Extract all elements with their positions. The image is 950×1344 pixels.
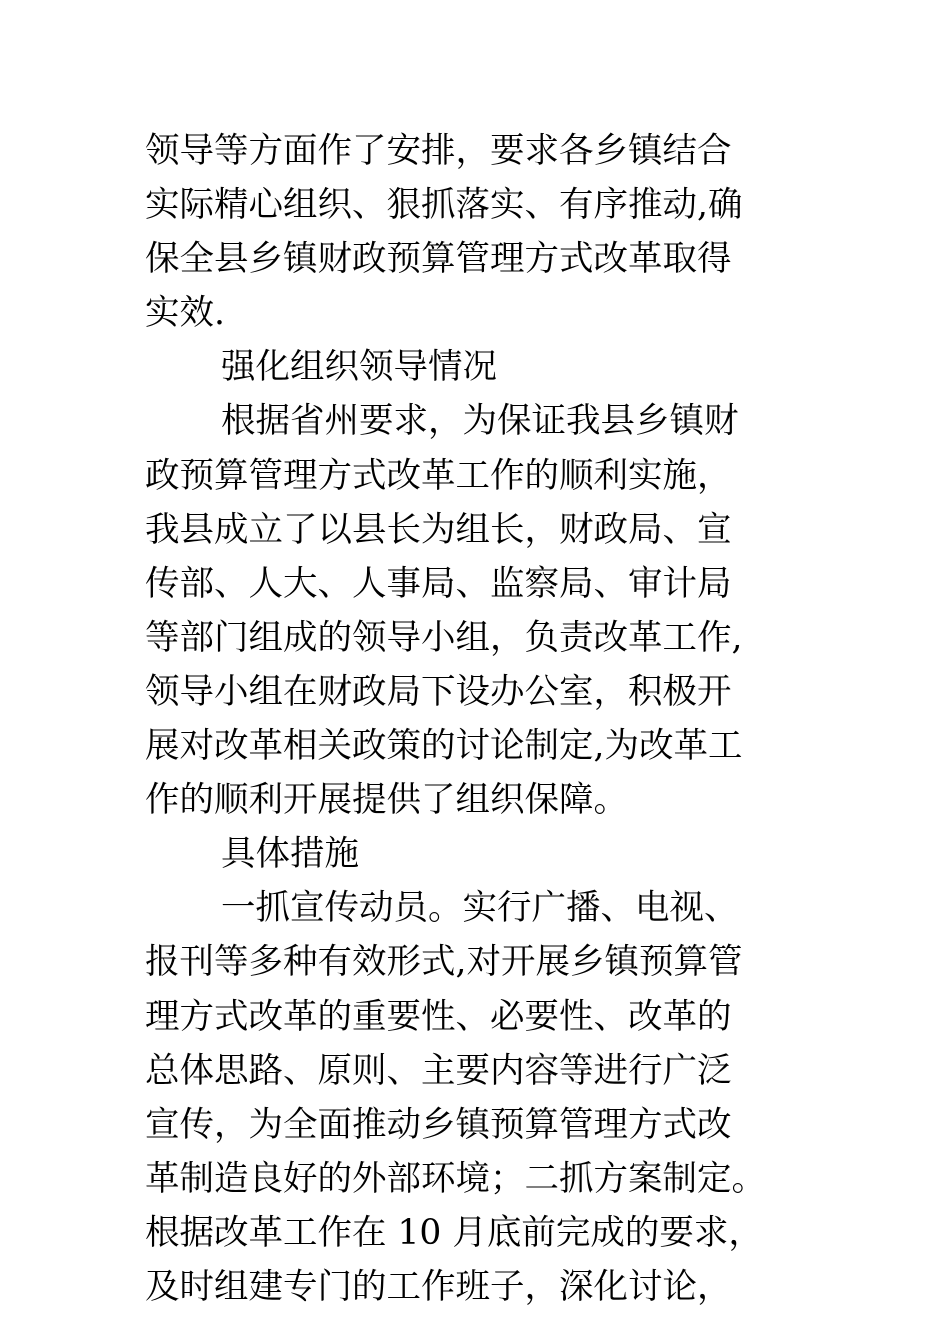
text-line: 实效. (145, 293, 225, 334)
text-line: 等部门组成的领导小组，负责改革工作, (145, 617, 743, 658)
text-line: 总体思路、原则、主要内容等进行广泛 (145, 1050, 732, 1091)
text-line: 革制造良好的外部环境；二抓方案制定。 (145, 1158, 766, 1199)
text-line: 及时组建专门的工作班子，深化讨论， (145, 1266, 732, 1307)
text-line: 报刊等多种有效形式,对开展乡镇预算管 (145, 942, 743, 983)
section-heading: 强化组织领导情况 (221, 347, 497, 388)
text-line: 我县成立了以县长为组长，财政局、宣 (145, 509, 732, 550)
text-line: 根据省州要求，为保证我县乡镇财 (221, 401, 739, 442)
text-line: 传部、人大、人事局、监察局、审计局 (145, 563, 732, 604)
text-line: 作的顺利开展提供了组织保障。 (145, 780, 628, 821)
text-line: 保全县乡镇财政预算管理方式改革取得 (145, 239, 732, 280)
text-line: 宣传，为全面推动乡镇预算管理方式改 (145, 1104, 732, 1145)
document-page (145, 124, 835, 1314)
text-line: 领导等方面作了安排，要求各乡镇结合 (145, 131, 732, 171)
text-line: 展对改革相关政策的讨论制定,为改革工 (145, 726, 743, 767)
text-line: 一抓宣传动员。实行广播、电视、 (221, 888, 739, 929)
text-line: 实际精心组织、狠抓落实、有序推动,确 (145, 185, 743, 226)
text-line: 根据改革工作在 10 月底前完成的要求， (145, 1212, 763, 1253)
text-line: 领导小组在财政局下设办公室，积极开 (145, 671, 732, 712)
text-line: 政预算管理方式改革工作的顺利实施， (145, 455, 732, 496)
section-heading: 具体措施 (221, 834, 359, 875)
text-line: 理方式改革的重要性、必要性、改革的 (145, 996, 732, 1037)
